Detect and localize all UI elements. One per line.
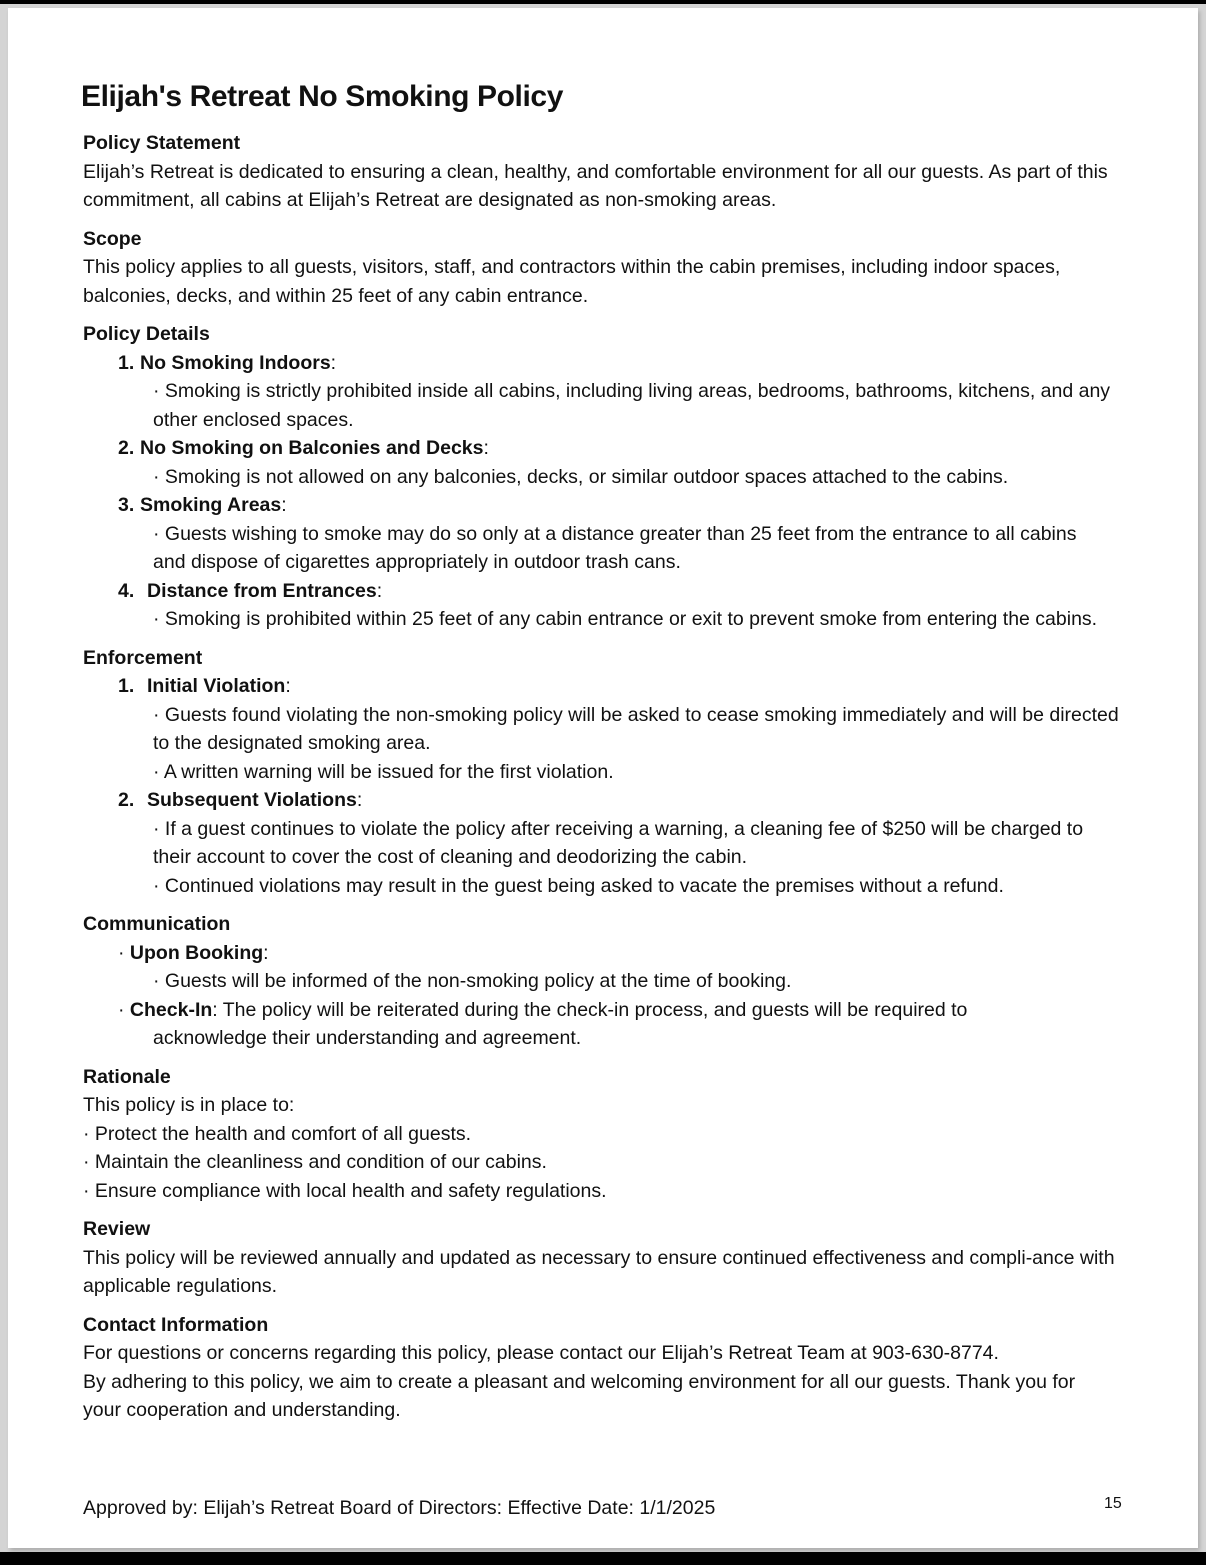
list-item-text: · Smoking is strictly prohibited inside all cabins, including living areas, bedrooms, bathrooms, kitchens, and any other enclosed spaces.: [153, 380, 1111, 431]
list-item-heading: · Check-In: The policy will be reiterated during the check-in process, and guests will be required to: [118, 998, 968, 1021]
section-heading: Scope: [83, 227, 142, 250]
section-scope: [83, 225, 1143, 311]
page-title: Elijah's Retreat No Smoking Policy: [81, 80, 564, 113]
section-heading: Communication: [83, 913, 231, 935]
document-page: [8, 8, 1198, 1548]
section-review: [83, 1215, 1143, 1301]
section-heading: Enforcement: [83, 646, 203, 669]
approval-footer: Approved by: Elijah’s Retreat Board of Directors: Effective Date: 1/1/2025: [83, 1497, 716, 1519]
section-policy-statement: [83, 129, 1143, 215]
section-heading: Contact Information: [83, 1313, 269, 1336]
section-text: This policy will be reviewed annually and updated as necessary to ensure continued effectiveness and compli-ance with applicable regulations.: [83, 1246, 1115, 1297]
list-item-heading: 2. No Smoking on Balconies and Decks:: [118, 437, 489, 459]
list-item-text: · Continued violations may result in the guest being asked to vacate the premises without a refund.: [153, 874, 1004, 897]
section-policy-details: [83, 320, 1143, 634]
section-enforcement: [83, 644, 1143, 901]
list-item: · Ensure compliance with local health and safety regulations.: [83, 1179, 607, 1202]
page-content: [83, 79, 1143, 1435]
list-item-heading: · Upon Booking:: [118, 941, 269, 964]
list-item: · Maintain the cleanliness and condition of our cabins.: [83, 1151, 547, 1173]
list-item-text: · Smoking is not allowed on any balconies, decks, or similar outdoor spaces attached to the cabins.: [153, 465, 1009, 488]
list-item-text: · If a guest continues to violate the policy after receiving a warning, a cleaning fee of $250 will be charged to their account to cover the cost of cleaning and deodorizing the cabin.: [153, 817, 1084, 868]
list-item-text: acknowledge their understanding and agreement.: [153, 1027, 582, 1049]
section-communication: [83, 910, 1143, 1053]
list-item-heading: 1. No Smoking Indoors:: [118, 351, 337, 374]
list-item-heading: 2. Subsequent Violations:: [118, 789, 363, 811]
document-viewer-frame: [0, 4, 1206, 1552]
list-item-text: · Guests wishing to smoke may do so only at a distance greater than 25 feet from the entrance to all cabins and dispose of cigarettes appropriately in outdoor trash cans.: [153, 522, 1077, 573]
list-item-text: · A written warning will be issued for the first violation.: [153, 760, 614, 783]
section-heading: Policy Statement: [83, 132, 241, 154]
list-item-heading: 3. Smoking Areas:: [118, 494, 287, 516]
section-heading: Policy Details: [83, 323, 210, 345]
closing-text: By adhering to this policy, we aim to create a pleasant and welcoming environment for all our guests. Thank you for your cooperation and understanding.: [83, 1370, 1076, 1421]
section-text: Elijah’s Retreat is dedicated to ensuring a clean, healthy, and comfortable environment for all our guests. As part of this commitment, all cabins at Elijah’s Retreat are designated as non-smoking areas.: [83, 160, 1108, 211]
contact-text: For questions or concerns regarding this policy, please contact our Elijah’s Retreat Team at 903-630-8774.: [83, 1342, 999, 1364]
section-heading: Review: [83, 1218, 151, 1240]
section-heading: Rationale: [83, 1065, 171, 1088]
list-item-text: · Smoking is prohibited within 25 feet of any cabin entrance or exit to prevent smoke from entering the cabins.: [153, 608, 1098, 630]
list-item-text: · Guests found violating the non-smoking policy will be asked to cease smoking immediately and will be directed to the designated smoking area.: [153, 703, 1119, 754]
page-number: 15: [1104, 1495, 1122, 1512]
section-contact: [83, 1311, 1143, 1425]
section-text: This policy applies to all guests, visitors, staff, and contractors within the cabin premises, including indoor spaces, balconies, decks, and within 25 feet of any cabin entrance.: [83, 256, 1061, 307]
list-item-heading: 4. Distance from Entrances:: [118, 579, 383, 602]
list-item: · Protect the health and comfort of all guests.: [83, 1122, 472, 1145]
section-rationale: [83, 1063, 1143, 1206]
list-item-heading: 1. Initial Violation:: [118, 675, 291, 697]
section-text: This policy is in place to:: [83, 1094, 295, 1116]
list-item-text: · Guests will be informed of the non-smoking policy at the time of booking.: [153, 970, 792, 992]
